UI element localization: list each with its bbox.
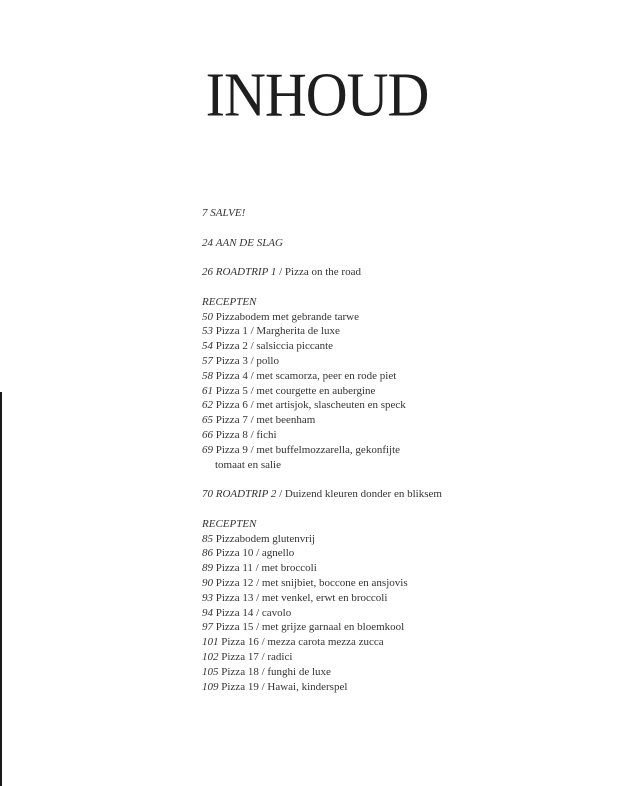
toc-entry-aan-de-slag [202, 236, 622, 251]
toc-page-number: 7 [202, 207, 208, 219]
toc-entry-text: Pizza 7 / met beenham [215, 414, 316, 427]
toc-list-item [202, 443, 622, 458]
toc-page-number: 66 [202, 428, 213, 441]
toc-list-item [202, 532, 622, 547]
toc-entry-text: Duizend kleuren donder en bliksem [284, 488, 442, 501]
toc-entry-roadtrip-2: 70 ROADTRIP 2 / Duizend kleuren donder en bliksem [202, 488, 442, 501]
toc-page-number: 50 [202, 310, 213, 323]
page-title: INHOUD [205, 59, 429, 130]
toc-entry-text: Pizza 18 / funghi de luxe [221, 665, 331, 678]
toc-list-item [202, 413, 622, 428]
toc-entry-text: Pizza 11 / met broccoli [215, 562, 317, 575]
toc-page-number: 102 [202, 650, 219, 663]
toc-entry-text: Pizza 1 / Margherita de luxe [215, 325, 340, 338]
toc-entry-text: Pizza 19 / Hawai, kinderspel [221, 680, 348, 693]
toc-list-item [202, 324, 622, 339]
toc-entry-roadtrip-1: 26 ROADTRIP 1 / Pizza on the road [202, 266, 361, 279]
toc-entry-salve [202, 206, 622, 221]
toc-entry-text: Pizza 16 / mezza carota mezza zucca [221, 636, 384, 649]
toc-list-item [202, 546, 622, 561]
toc-page-number: 24 [202, 236, 213, 249]
toc-page-number: 94 [202, 606, 213, 619]
toc-entry-text: Pizza 5 / met courgette en aubergine [215, 384, 376, 397]
toc-page-number: 26 [202, 266, 213, 279]
toc-section-title: AAN DE SLAG [215, 236, 283, 249]
toc-list-item [202, 384, 622, 399]
table-of-contents [202, 206, 622, 709]
toc-entry-text: Pizza on the road [284, 266, 361, 279]
toc-entry-text: Pizza 4 / met scamorza, peer en rode piet [215, 369, 397, 382]
toc-entry-text: Pizza 15 / met grijze garnaal en bloemkool [215, 621, 405, 634]
toc-page-number: 58 [202, 369, 213, 382]
toc-recepten-list [202, 310, 622, 473]
toc-entry-text: Pizza 3 / pollo [215, 354, 279, 367]
toc-section-title: ROADTRIP 2 [215, 488, 277, 501]
toc-page-number: 62 [202, 399, 213, 412]
toc-entry-text: Pizza 8 / fichi [215, 428, 277, 441]
toc-entry-text: Pizzabodem met gebrande tarwe [215, 310, 359, 323]
toc-section-title: ROADTRIP 1 [215, 266, 277, 279]
toc-page-number: 65 [202, 414, 213, 427]
toc-page-number: 90 [202, 576, 213, 589]
toc-list-item [202, 620, 622, 635]
toc-list-item [202, 428, 622, 443]
toc-page-number: 85 [202, 532, 213, 545]
toc-recepten-list [202, 532, 622, 695]
toc-list-item [202, 665, 622, 680]
toc-list-item [202, 561, 622, 576]
toc-page-number: 105 [202, 665, 219, 678]
toc-list-item [202, 339, 622, 354]
toc-page-number: 57 [202, 354, 213, 367]
toc-entry-text: Pizza 6 / met artisjok, slascheuten en speck [215, 399, 406, 412]
toc-list-item [202, 369, 622, 384]
toc-list-item [202, 354, 622, 369]
toc-list-item [202, 635, 622, 650]
toc-page-number: 54 [202, 340, 213, 353]
toc-list-item [202, 398, 622, 413]
toc-page-number: 97 [202, 621, 213, 634]
toc-list-item [202, 680, 622, 695]
toc-entry-text: Pizza 2 / salsiccia piccante [215, 340, 334, 353]
toc-recepten-group-1 [202, 295, 622, 473]
toc-page-number: 109 [202, 680, 219, 693]
toc-entry-text: Pizzabodem glutenvrij [215, 532, 316, 545]
toc-page-number: 93 [202, 591, 213, 604]
toc-page-number: 61 [202, 384, 213, 397]
toc-page-number: 70 [202, 488, 213, 501]
toc-page-number: 53 [202, 325, 213, 338]
toc-page-number: 89 [202, 562, 213, 575]
toc-entry-text: Pizza 17 / radici [221, 650, 293, 663]
toc-page-number: 69 [202, 443, 213, 456]
toc-entry-continuation: tomaat en salie [215, 458, 281, 471]
toc-list-item [202, 591, 622, 606]
toc-entry-text: Pizza 9 / met buffelmozzarella, gekonfijte [215, 443, 401, 456]
toc-entry-text: Pizza 12 / met snijbiet, boccone en ansjovis [215, 576, 408, 589]
toc-list-item [202, 606, 622, 621]
toc-list-item [202, 310, 622, 325]
toc-section-title: SALVE! [210, 207, 246, 219]
toc-page-number: 86 [202, 547, 213, 560]
toc-entry-text: Pizza 10 / agnello [215, 547, 295, 560]
toc-entry-text: Pizza 14 / cavolo [215, 606, 292, 619]
toc-recepten-heading: RECEPTEN [202, 295, 257, 308]
toc-list-item [202, 576, 622, 591]
toc-list-item [202, 650, 622, 665]
toc-recepten-heading: RECEPTEN [202, 517, 257, 530]
toc-page-number: 101 [202, 636, 219, 649]
toc-recepten-group-2 [202, 517, 622, 695]
page-edge-rule [0, 392, 2, 786]
toc-entry-text: Pizza 13 / met venkel, erwt en broccoli [215, 591, 388, 604]
